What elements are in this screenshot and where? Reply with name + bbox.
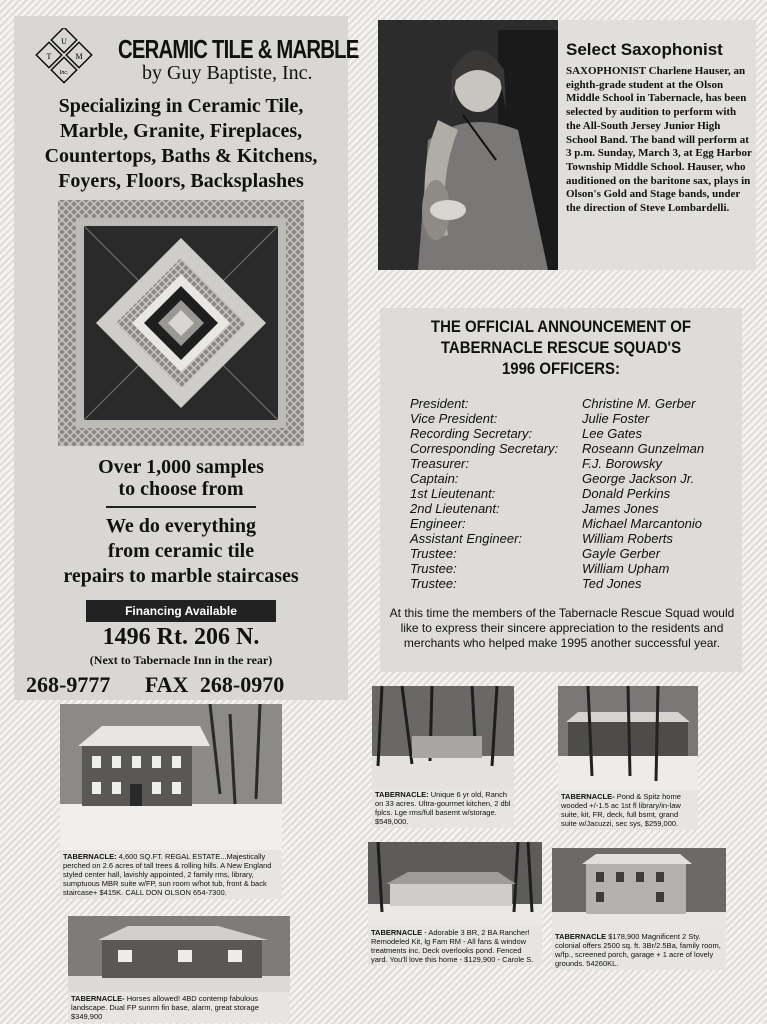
officer-position: President: — [410, 396, 469, 411]
listing-town: TABERNACLE — [555, 932, 607, 941]
officer-position: 1st Lieutenant: — [410, 486, 496, 501]
officer-name: Roseann Gunzelman — [582, 441, 705, 456]
officer-row — [380, 486, 742, 501]
officer-name: William Roberts — [582, 531, 673, 546]
title-line: THE OFFICIAL ANNOUNCEMENT OF — [430, 317, 692, 336]
logo-letter-4: Inc. — [59, 70, 69, 76]
officer-position: Recording Secretary: — [410, 426, 533, 441]
samples-line: Over 1,000 samples — [98, 456, 264, 478]
officer-position: Assistant Engineer: — [410, 531, 523, 546]
rescue-squad-announcement — [380, 308, 742, 672]
officer-row — [380, 456, 742, 471]
officer-row — [380, 546, 742, 561]
officer-position: 2nd Lieutenant: — [410, 501, 500, 516]
specialties — [14, 94, 348, 194]
house-photo — [68, 916, 290, 992]
officer-name: Gayle Gerber — [582, 546, 661, 561]
listing-town: TABERNACLE- — [71, 994, 125, 1003]
officer-position: Corresponding Secretary: — [410, 441, 559, 456]
article-title: Select Saxophonist — [566, 40, 723, 59]
logo-letter-2: T — [46, 52, 52, 61]
officer-position: Captain: — [410, 471, 459, 486]
officer-name: Ted Jones — [582, 576, 642, 591]
ad-address: 1496 Rt. 206 N. — [102, 624, 260, 650]
specialty-line: Countertops, Baths & Kitchens, — [44, 145, 318, 167]
tile-pattern-image — [58, 200, 304, 446]
listing-town: TABERNACLE: — [63, 852, 117, 861]
services-line: We do everything — [106, 515, 256, 537]
officer-row — [380, 576, 742, 591]
listing-caption — [552, 930, 726, 970]
officer-name: Donald Perkins — [582, 486, 671, 501]
logo-letter-1: U — [61, 37, 67, 46]
officer-name: Christine M. Gerber — [582, 396, 696, 411]
officer-name: William Upham — [582, 561, 670, 576]
services-line: repairs to marble staircases — [63, 565, 299, 587]
saxophonist-photo — [378, 20, 558, 270]
officer-name: Michael Marcantonio — [582, 516, 702, 531]
officer-name: Lee Gates — [582, 426, 642, 441]
officer-row — [380, 411, 742, 426]
officer-row — [380, 396, 742, 411]
officer-name: James Jones — [582, 501, 659, 516]
specialty-line: Specializing in Ceramic Tile, — [58, 95, 304, 117]
listing-card — [368, 842, 542, 966]
announcement-footer: At this time the members of the Tabernacle Rescue Squad would like to express their sincere appreciation to the residents and merchants who helped make 1995 another successful year. — [389, 606, 735, 650]
ad-phone: 268-9777 — [26, 672, 111, 697]
specialty-line: Marble, Granite, Fireplaces, — [59, 120, 303, 142]
listing-caption — [558, 790, 698, 830]
house-photo — [60, 704, 282, 850]
house-photo — [368, 842, 542, 926]
listing-town: TABERNACLE: — [375, 790, 429, 799]
announcement-title — [402, 316, 721, 379]
officer-name: Julie Foster — [582, 411, 650, 426]
officer-position: Trustee: — [410, 576, 457, 591]
listing-town: TABERNACLE- — [561, 792, 615, 801]
listing-caption — [372, 788, 514, 828]
listing-card — [558, 686, 698, 830]
listing-text: Pond & Spitz home wooded +/-1.5 ac 1st fl library/in-law suite, kit, FR, deck, full bsmt, grand suite w/Jacuzzi, sec sys, $259,000. — [561, 792, 681, 828]
listing-card — [552, 848, 726, 970]
officer-row — [380, 516, 742, 531]
officer-row — [380, 441, 742, 456]
listing-text: - Adorable 3 BR, 2 BA Rancher! Remodeled Kit, lg Fam RM - All fans & window treatments inc. Deck overlooks pond. Fenced yard. You'll love this home - $129,900 - Carole S. — [371, 928, 534, 964]
listing-card — [60, 704, 282, 899]
samples-line: to choose from — [118, 478, 244, 500]
title-line: 1996 OFFICERS: — [501, 359, 621, 378]
officer-row — [380, 471, 742, 486]
financing-banner: Financing Available — [86, 600, 276, 622]
listing-text: Unique 6 yr old, Ranch on 33 acres. Ultra-gourmet kitchen, 2 dbl fplcs. Lge rms/full basemt w/storage. $549,000. — [375, 790, 511, 826]
listing-card — [68, 916, 290, 1023]
listing-caption — [60, 850, 282, 899]
article-body: SAXOPHONIST Charlene Hauser, an eighth-grade student at the Olson Middle School in Tabernacle, has been selected by audition to perform with the All-South Jersey Junior High School Band. The band will perform at 3 p.m. Sunday, March 3, at Egg Harbor Township Middle School. Hauser, who auditioned on the baritone sax, plays in Olson's Gold and Stage bands, under the direction of Steve Lombardelli. — [566, 65, 752, 215]
house-photo — [558, 686, 698, 790]
tile-advertisement — [14, 16, 359, 700]
officer-name: F.J. Borowsky — [582, 456, 662, 471]
officer-position: Engineer: — [410, 516, 466, 531]
ad-subtitle: by Guy Baptiste, Inc. — [142, 62, 313, 84]
house-photo — [552, 848, 726, 930]
house-photo — [372, 686, 514, 788]
ad-fax: FAX 268-0970 — [144, 672, 285, 697]
services-text — [14, 514, 348, 589]
listing-text: 4,600 SQ.FT. REGAL ESTATE...Majestically perched on 2.6 acres of tall trees & rolling hills. A New England styled center hall, lavishly appointed, 2 family rms, library, sumptuous MBR suite w/FP, sun room w/hot tub, front & back staircase+ $415K. CALL DON OLSON 654-7300. — [63, 852, 272, 897]
officer-position: Vice President: — [410, 411, 498, 426]
ad-phones — [26, 672, 284, 698]
title-line: TABERNACLE RESCUE SQUAD'S — [440, 338, 682, 357]
samples-text — [14, 456, 348, 500]
officer-position: Trustee: — [410, 546, 457, 561]
listing-card — [372, 686, 514, 828]
listing-text: Horses allowed! 4BD contemp fabulous landscape. Dual FP sunrm fin base, alarm, great storage $349,900 — [71, 994, 259, 1021]
ad-address-note: (Next to Tabernacle Inn in the rear) — [89, 653, 273, 667]
officer-row — [380, 561, 742, 576]
divider — [106, 506, 256, 508]
officer-position: Trustee: — [410, 561, 457, 576]
tile-logo-icon — [34, 28, 96, 90]
services-line: from ceramic tile — [107, 540, 255, 562]
ad-title: CERAMIC TILE & MARBLE — [118, 34, 359, 64]
officer-row — [380, 531, 742, 546]
officer-row — [380, 426, 742, 441]
logo-letter-3: M — [75, 52, 83, 61]
listing-text: $178,900 Magnificent 2 Sty. colonial offers 2500 sq. ft. 3Br/2.5Ba, family room, w/fp., screened porch, garage + 1 acre of lovely grounds. 54260KL. — [555, 932, 721, 968]
specialty-line: Foyers, Floors, Backsplashes — [58, 170, 304, 192]
saxophonist-article — [378, 20, 756, 270]
listing-caption — [68, 992, 290, 1023]
officer-row — [380, 501, 742, 516]
officer-position: Treasurer: — [410, 456, 469, 471]
listing-town: TABERNACLE — [371, 928, 423, 937]
officer-name: George Jackson Jr. — [582, 471, 695, 486]
listing-caption — [368, 926, 542, 966]
